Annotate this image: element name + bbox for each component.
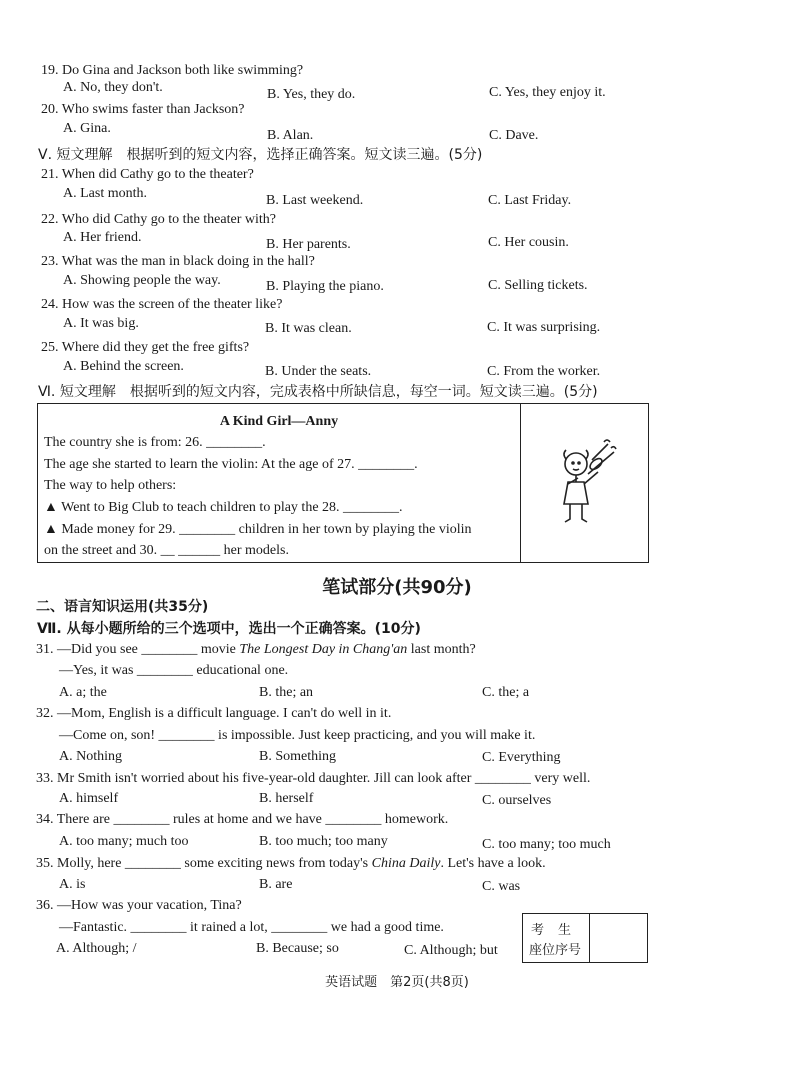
- q32-option-a: A. Nothing: [59, 749, 122, 764]
- q31-text-a: 31. —Did you see ________ movie: [36, 642, 240, 657]
- question-33: 33. Mr Smith isn't worried about his five-year-old daughter. Jill can look after ________ very well.: [36, 771, 591, 786]
- table-line-27: The age she started to learn the violin: At the age of 27. ________.: [44, 457, 418, 472]
- question-34: 34. There are ________ rules at home and we have ________ homework.: [36, 812, 449, 827]
- q34-option-a: A. too many; much too: [59, 834, 189, 849]
- question-21: 21. When did Cathy go to the theater?: [41, 167, 254, 182]
- q33-option-a: A. himself: [59, 791, 119, 806]
- table-title: A Kind Girl—Anny: [219, 414, 339, 429]
- page-footer: 英语试题 第2页(共8页): [325, 975, 469, 990]
- q36-option-b: B. Because; so: [256, 941, 339, 956]
- seat-label-number: 座位序号: [529, 943, 582, 958]
- q33-option-b: B. herself: [259, 791, 314, 806]
- question-36-reply: —Fantastic. ________ it rained a lot, ________ we had a good time.: [59, 920, 444, 935]
- table-line-28: ▲ Went to Big Club to teach children to play the 28. ________.: [44, 500, 403, 515]
- q23-option-b: B. Playing the piano.: [266, 279, 384, 294]
- q20-option-b: B. Alan.: [267, 128, 314, 143]
- section-6-header: Ⅵ. 短文理解 根据听到的短文内容，完成表格中所缺信息，每空一词。短文读三遍。(5分): [38, 384, 598, 400]
- question-35: [36, 855, 546, 873]
- question-36: 36. —How was your vacation, Tina?: [36, 898, 242, 913]
- q24-option-c: C. It was surprising.: [487, 320, 601, 335]
- q19-option-c: C. Yes, they enjoy it.: [489, 85, 606, 100]
- q22-option-c: C. Her cousin.: [488, 235, 569, 250]
- girl-violin-illustration: [548, 434, 628, 534]
- question-25: 25. Where did they get the free gifts?: [41, 340, 250, 355]
- question-20: 20. Who swims faster than Jackson?: [41, 102, 245, 117]
- q23-option-c: C. Selling tickets.: [488, 278, 588, 293]
- q19-option-a: A. No, they don't.: [63, 80, 163, 95]
- q25-option-c: C. From the worker.: [487, 364, 601, 379]
- question-32: 32. —Mom, English is a difficult language. I can't do well in it.: [36, 706, 392, 721]
- q31-option-a: A. a; the: [59, 685, 107, 700]
- q31-option-b: B. the; an: [259, 685, 314, 700]
- table-line-30: on the street and 30. __ ______ her models.: [44, 543, 289, 558]
- question-19: 19. Do Gina and Jackson both like swimming?: [41, 63, 304, 78]
- q21-option-b: B. Last weekend.: [266, 193, 364, 208]
- question-31-reply: —Yes, it was ________ educational one.: [59, 663, 289, 678]
- q34-option-c: C. too many; too much: [482, 837, 611, 852]
- q31-text-b: last month?: [407, 642, 476, 657]
- written-part-heading: 笔试部分(共90分): [322, 577, 472, 598]
- q35-paper-title: China Daily: [371, 856, 441, 871]
- q23-option-a: A. Showing people the way.: [63, 273, 221, 288]
- q32-option-c: C. Everything: [482, 750, 561, 765]
- q36-option-c: C. Although; but: [404, 943, 498, 958]
- q35-option-b: B. are: [259, 877, 293, 892]
- q24-option-b: B. It was clean.: [265, 321, 352, 336]
- q35-text-a: 35. Molly, here ________ some exciting news from today's: [36, 856, 372, 871]
- question-23: 23. What was the man in black doing in the hall?: [41, 254, 315, 269]
- question-32-reply: —Come on, son! ________ is impossible. Just keep practicing, and you will make it.: [59, 728, 536, 743]
- seat-box-divider: [589, 914, 590, 962]
- q32-option-b: B. Something: [259, 749, 337, 764]
- question-31: [36, 641, 476, 659]
- table-line-26: The country she is from: 26. ________.: [44, 435, 266, 450]
- q21-option-a: A. Last month.: [63, 186, 147, 201]
- q31-option-c: C. the; a: [482, 685, 530, 700]
- table-line-way: The way to help others:: [44, 478, 177, 493]
- q34-option-b: B. too much; too many: [259, 834, 388, 849]
- q35-option-c: C. was: [482, 879, 521, 894]
- info-table: [37, 403, 649, 563]
- q20-option-a: A. Gina.: [63, 121, 111, 136]
- section-7-header: Ⅶ. 从每小题所给的三个选项中，选出一个正确答案。(10分): [37, 621, 421, 637]
- q25-option-b: B. Under the seats.: [265, 364, 372, 379]
- q35-option-a: A. is: [59, 877, 86, 892]
- part-2-header: 二、语言知识运用(共35分): [36, 599, 209, 615]
- q33-option-c: C. ourselves: [482, 793, 552, 808]
- q36-option-a: A. Although; /: [56, 941, 137, 956]
- seat-label-examinee: 考生: [531, 923, 586, 938]
- q22-option-b: B. Her parents.: [266, 237, 351, 252]
- question-22: 22. Who did Cathy go to the theater with?: [41, 212, 276, 227]
- table-divider: [520, 404, 521, 562]
- section-5-header: Ⅴ. 短文理解 根据听到的短文内容，选择正确答案。短文读三遍。(5分): [38, 147, 483, 163]
- table-line-29: ▲ Made money for 29. ________ children in her town by playing the violin: [44, 522, 472, 537]
- q35-text-b: . Let's have a look.: [440, 856, 546, 871]
- q31-movie-title: The Longest Day in Chang'an: [239, 642, 408, 657]
- q21-option-c: C. Last Friday.: [488, 193, 572, 208]
- q19-option-b: B. Yes, they do.: [267, 87, 356, 102]
- q24-option-a: A. It was big.: [63, 316, 139, 331]
- question-24: 24. How was the screen of the theater like?: [41, 297, 283, 312]
- q25-option-a: A. Behind the screen.: [63, 359, 184, 374]
- q22-option-a: A. Her friend.: [63, 230, 142, 245]
- q20-option-c: C. Dave.: [489, 128, 539, 143]
- seat-number-box: [522, 913, 648, 963]
